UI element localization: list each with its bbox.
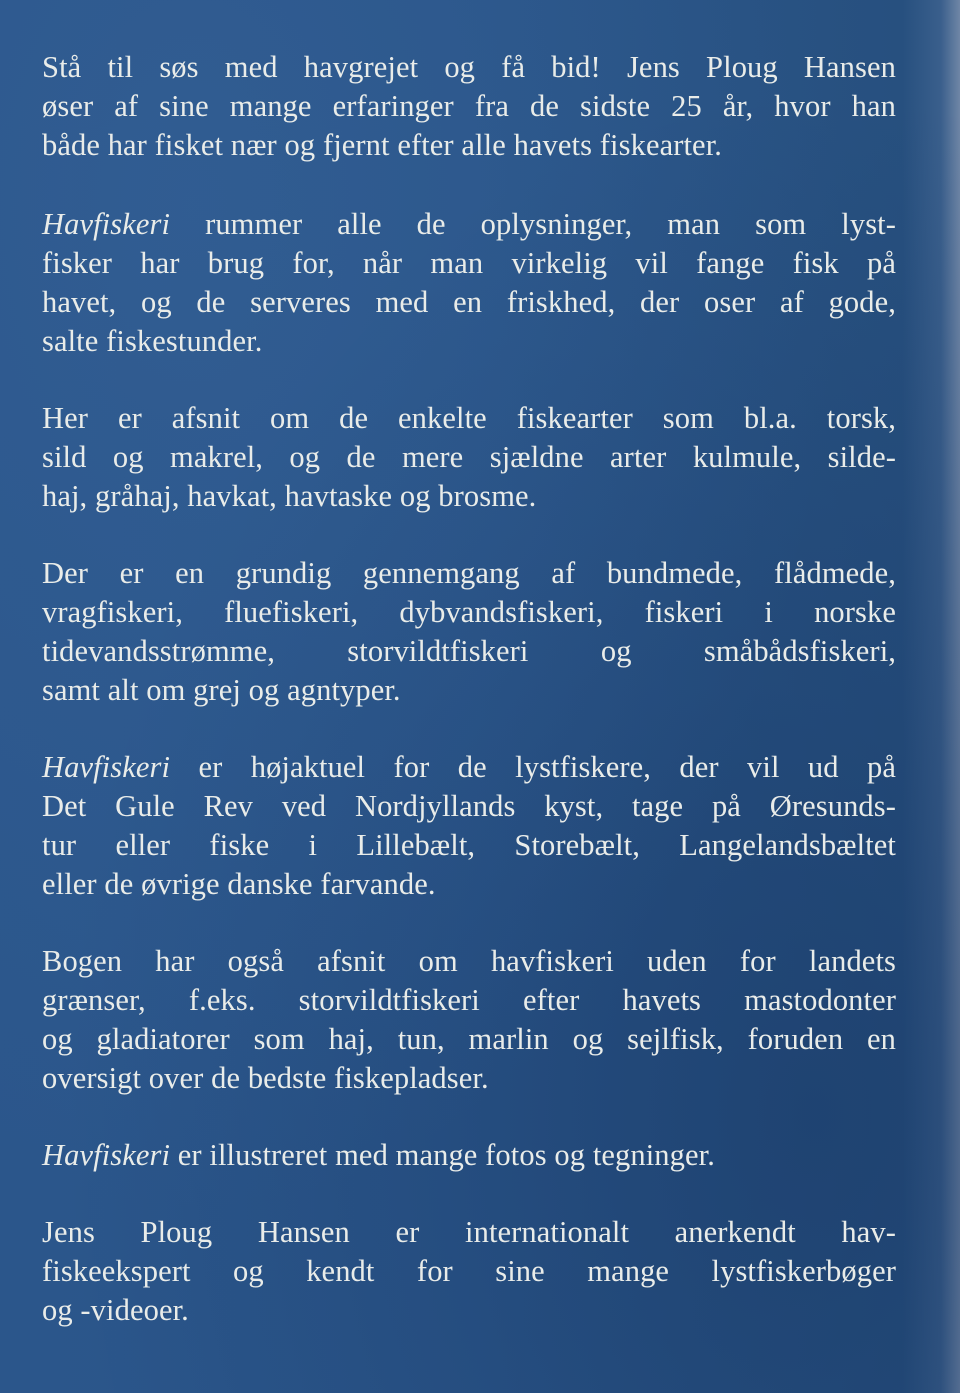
text-line	[42, 865, 896, 904]
text-segment: og gladiatorer som haj, tun, marlin og sejlfisk, foruden en	[42, 1022, 896, 1056]
text-line	[42, 942, 896, 981]
text-segment: Her er afsnit om de enkelte fiskearter som bl.a. torsk,	[42, 401, 896, 435]
text-line	[42, 283, 896, 322]
text-segment: samt alt om grej og agntyper.	[42, 673, 401, 707]
text-line	[42, 593, 896, 632]
text-segment: rummer alle de oplysninger, man som lyst-	[170, 207, 896, 241]
text-line	[42, 554, 896, 593]
text-line	[42, 477, 896, 516]
text-line	[42, 399, 896, 438]
text-line	[42, 244, 896, 283]
text-segment: Jens Ploug Hansen er internationalt anerkendt hav-	[42, 1215, 896, 1249]
text-segment: fiskeekspert og kendt for sine mange lystfiskerbøger	[42, 1254, 896, 1288]
text-line	[42, 748, 896, 787]
text-line	[42, 322, 896, 361]
book-title-italic: Havfiskeri	[42, 207, 171, 241]
text-line	[42, 1252, 896, 1291]
blurb-paragraph-intro	[42, 48, 896, 165]
text-segment: er højaktuel for de lystfiskere, der vil ud på	[170, 750, 896, 784]
text-line	[42, 826, 896, 865]
text-segment: er illustreret med mange fotos og tegninger.	[170, 1138, 715, 1172]
text-segment: tidevandsstrømme, storvildtfiskeri og småbådsfiskeri,	[42, 634, 896, 668]
text-segment: Der er en grundig gennemgang af bundmede, flådmede,	[42, 556, 896, 590]
text-segment: havet, og de serveres med en friskhed, der oser af gode,	[42, 285, 896, 319]
text-line	[42, 205, 896, 244]
text-segment: og -videoer.	[42, 1293, 189, 1327]
blurb-text-block	[42, 48, 896, 1330]
text-segment: eller de øvrige danske farvande.	[42, 867, 436, 901]
text-segment: sild og makrel, og de mere sjældne arter kulmule, silde-	[42, 440, 896, 474]
text-segment: Stå til søs med havgrejet og få bid! Jens Ploug Hansen	[42, 50, 896, 84]
text-line	[42, 1020, 896, 1059]
text-line	[42, 787, 896, 826]
book-title-italic: Havfiskeri	[42, 750, 171, 784]
blurb-paragraph-contents	[42, 205, 896, 361]
text-segment: salte fiskestunder.	[42, 324, 263, 358]
text-segment: vragfiskeri, fluefiskeri, dybvandsfiskeri, fiskeri i norske	[42, 595, 896, 629]
text-line	[42, 981, 896, 1020]
blurb-paragraph-techniques	[42, 554, 896, 710]
text-line	[42, 48, 896, 87]
text-line	[42, 438, 896, 477]
text-segment: grænser, f.eks. storvildtfiskeri efter havets mastodonter	[42, 983, 896, 1017]
text-line	[42, 671, 896, 710]
text-segment: øser af sine mange erfaringer fra de sidste 25 år, hvor han	[42, 89, 896, 123]
text-line	[42, 632, 896, 671]
text-line	[42, 1136, 896, 1175]
text-line	[42, 87, 896, 126]
blurb-paragraph-abroad	[42, 942, 896, 1098]
blurb-paragraph-species	[42, 399, 896, 516]
text-line	[42, 126, 896, 165]
text-line	[42, 1059, 896, 1098]
book-title-italic: Havfiskeri	[42, 1138, 171, 1172]
blurb-paragraph-illustrations	[42, 1136, 896, 1175]
text-segment: både har fisket nær og fjernt efter alle havets fiskearter.	[42, 128, 722, 162]
text-segment: tur eller fiske i Lillebælt, Storebælt, Langelandsbæltet	[42, 828, 896, 862]
text-segment: Bogen har også afsnit om havfiskeri uden for landets	[42, 944, 896, 978]
text-segment: fisker har brug for, når man virkelig vil fange fisk på	[42, 246, 896, 280]
blurb-paragraph-danish-waters	[42, 748, 896, 904]
text-segment: Det Gule Rev ved Nordjyllands kyst, tage på Øresunds-	[42, 789, 896, 823]
text-line	[42, 1291, 896, 1330]
blurb-paragraph-author-bio	[42, 1213, 896, 1330]
text-line	[42, 1213, 896, 1252]
text-segment: haj, gråhaj, havkat, havtaske og brosme.	[42, 479, 537, 513]
text-segment: oversigt over de bedste fiskepladser.	[42, 1061, 489, 1095]
